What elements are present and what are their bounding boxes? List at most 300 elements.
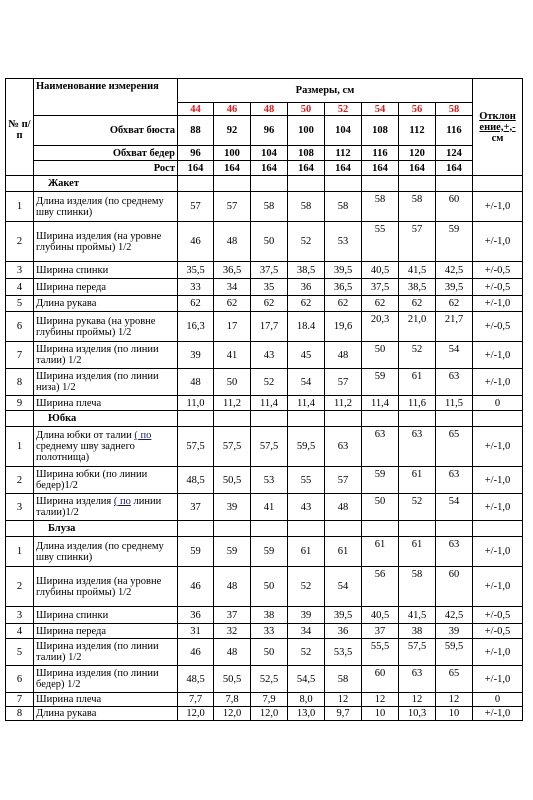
size-value: 52 <box>251 369 288 396</box>
size-value: 63 <box>362 427 399 467</box>
measurement-name: Ширина изделия (на уровне глубины проймы) 1/2 <box>34 567 178 607</box>
measurement-name: Длина изделия (по среднему шву спинки) <box>34 192 178 222</box>
size-value: 12 <box>399 693 436 707</box>
size-value: 41 <box>214 342 251 369</box>
size-chart-table <box>5 78 523 721</box>
size-value: 36 <box>288 279 325 296</box>
measurement-name: Длина рукава <box>34 707 178 721</box>
size-value: 63 <box>399 666 436 693</box>
size-value: 41 <box>251 494 288 521</box>
measurement-name: Ширина изделия (на уровне глубины проймы) 1/2 <box>34 222 178 262</box>
size-value: 50 <box>362 342 399 369</box>
header-height-value: 164 <box>251 161 288 176</box>
size-value: 48 <box>325 494 362 521</box>
size-value: 62 <box>178 296 214 312</box>
size-value: 50 <box>214 369 251 396</box>
row-number: 2 <box>6 467 34 494</box>
tolerance-value: +/-1,0 <box>473 567 523 607</box>
row-number: 2 <box>6 567 34 607</box>
size-value: 40,5 <box>362 262 399 279</box>
measurement-name-part: линии талии)1/2 <box>36 496 162 518</box>
size-value: 37,5 <box>362 279 399 296</box>
size-value: 42,5 <box>436 262 473 279</box>
tolerance-value: +/-0,5 <box>473 624 523 639</box>
tolerance-value: +/-0,5 <box>473 262 523 279</box>
size-value: 57,5 <box>251 427 288 467</box>
size-value: 33 <box>251 624 288 639</box>
tolerance-value: 0 <box>473 396 523 411</box>
section-blank-cell <box>325 521 362 537</box>
size-value: 11,4 <box>288 396 325 411</box>
row-number: 5 <box>6 296 34 312</box>
section-blank-cell <box>214 411 251 427</box>
section-blank-cell <box>288 176 325 192</box>
size-value: 59,5 <box>436 639 473 666</box>
size-value: 50 <box>251 567 288 607</box>
size-value: 31 <box>178 624 214 639</box>
size-value: 62 <box>436 296 473 312</box>
section-title: Юбка <box>34 411 178 427</box>
header-bust-value: 116 <box>436 116 473 146</box>
section-blank-cell <box>362 176 399 192</box>
section-blank-cell <box>325 411 362 427</box>
size-value: 39,5 <box>325 262 362 279</box>
size-value: 59,5 <box>288 427 325 467</box>
size-number: 56 <box>399 103 436 116</box>
tolerance-value: +/-1,0 <box>473 639 523 666</box>
section-number-blank <box>6 521 34 537</box>
tolerance-value: 0 <box>473 693 523 707</box>
size-value: 20,3 <box>362 312 399 342</box>
size-value: 34 <box>214 279 251 296</box>
header-sizes: Размеры, см <box>178 79 473 103</box>
size-value: 21,7 <box>436 312 473 342</box>
table-row <box>6 222 523 262</box>
header-height-value: 164 <box>399 161 436 176</box>
size-value: 10,3 <box>399 707 436 721</box>
size-value: 52 <box>288 567 325 607</box>
measurement-name: Длина рукава <box>34 296 178 312</box>
size-value: 41,5 <box>399 607 436 624</box>
header-bust-value: 100 <box>288 116 325 146</box>
table-row <box>6 342 523 369</box>
size-value: 10 <box>362 707 399 721</box>
size-value: 50 <box>251 222 288 262</box>
size-value: 59 <box>214 537 251 567</box>
header-height-value: 164 <box>362 161 399 176</box>
size-value: 48,5 <box>178 666 214 693</box>
size-value: 12 <box>362 693 399 707</box>
size-value: 61 <box>325 537 362 567</box>
size-value: 37 <box>214 607 251 624</box>
section-blank-cell <box>362 411 399 427</box>
size-value: 58 <box>288 192 325 222</box>
size-value: 32 <box>214 624 251 639</box>
size-value: 48 <box>178 369 214 396</box>
table-row <box>6 279 523 296</box>
size-value: 57 <box>214 192 251 222</box>
header-bust-label: Обхват бюста <box>34 116 178 146</box>
size-value: 60 <box>436 567 473 607</box>
table-row <box>6 666 523 693</box>
size-value: 63 <box>436 467 473 494</box>
size-value: 39 <box>436 624 473 639</box>
size-value: 38,5 <box>288 262 325 279</box>
section-blank-cell <box>325 176 362 192</box>
size-value: 55 <box>362 222 399 262</box>
size-value: 36,5 <box>214 262 251 279</box>
size-value: 41,5 <box>399 262 436 279</box>
row-number: 9 <box>6 396 34 411</box>
size-value: 58 <box>325 192 362 222</box>
size-value: 48 <box>325 342 362 369</box>
size-value: 38 <box>251 607 288 624</box>
table-row <box>6 396 523 411</box>
header-height-value: 164 <box>288 161 325 176</box>
measurement-name: Ширина изделия (по линии талии) 1/2 <box>34 342 178 369</box>
tolerance-value: +/-1,0 <box>473 192 523 222</box>
size-value: 39 <box>288 607 325 624</box>
section-number-blank <box>6 411 34 427</box>
size-value: 58 <box>399 192 436 222</box>
table-row <box>6 427 523 467</box>
tolerance-value: +/-1,0 <box>473 707 523 721</box>
header-number: № п/п <box>6 79 34 176</box>
size-value: 37,5 <box>251 262 288 279</box>
size-value: 58 <box>325 666 362 693</box>
table-row <box>6 707 523 721</box>
tolerance-value: +/-1,0 <box>473 369 523 396</box>
header-tolerance-part: см <box>491 132 504 144</box>
measurement-name-part: среднему шву заднего полотнища) <box>36 441 135 463</box>
section-blank-cell <box>473 176 523 192</box>
measurement-name-part: Длина юбки от талии <box>36 430 132 441</box>
measurement-name: Ширина изделия (по линии низа) 1/2 <box>34 369 178 396</box>
header-height-value: 164 <box>178 161 214 176</box>
size-value: 12,0 <box>214 707 251 721</box>
header-measurement-name: Наименование измерения <box>34 79 178 116</box>
size-value: 36 <box>178 607 214 624</box>
section-blank-cell <box>214 176 251 192</box>
size-value: 17 <box>214 312 251 342</box>
size-value: 11,0 <box>178 396 214 411</box>
size-value: 59 <box>251 537 288 567</box>
size-value: 43 <box>251 342 288 369</box>
size-value: 60 <box>436 192 473 222</box>
size-value: 62 <box>251 296 288 312</box>
header-hips-value: 112 <box>325 146 362 161</box>
tolerance-value: +/-1,0 <box>473 494 523 521</box>
size-value: 37 <box>178 494 214 521</box>
tolerance-value: +/-0,5 <box>473 279 523 296</box>
size-value: 39,5 <box>436 279 473 296</box>
size-value: 11,4 <box>251 396 288 411</box>
size-value: 16,3 <box>178 312 214 342</box>
size-value: 8,0 <box>288 693 325 707</box>
size-value: 55,5 <box>362 639 399 666</box>
table-row <box>6 192 523 222</box>
measurement-name: Ширина спинки <box>34 262 178 279</box>
size-value: 52 <box>399 494 436 521</box>
tolerance-value: +/-1,0 <box>473 467 523 494</box>
measurement-name <box>34 494 178 521</box>
size-value: 7,9 <box>251 693 288 707</box>
header-hips-label: Обхват бедер <box>34 146 178 161</box>
size-value: 53,5 <box>325 639 362 666</box>
row-number: 3 <box>6 607 34 624</box>
section-blank-cell <box>251 176 288 192</box>
measurement-name: Ширина юбки (по линии бедер)1/2 <box>34 467 178 494</box>
header-height-value: 164 <box>214 161 251 176</box>
header-tolerance-part: ение,+,- <box>479 121 516 133</box>
measurement-name: Длина изделия (по среднему шву спинки) <box>34 537 178 567</box>
table-row <box>6 607 523 624</box>
size-value: 58 <box>399 567 436 607</box>
size-value: 19,6 <box>325 312 362 342</box>
size-value: 62 <box>214 296 251 312</box>
section-blank-cell <box>178 411 214 427</box>
size-value: 61 <box>288 537 325 567</box>
header-tolerance <box>473 79 523 176</box>
size-value: 11,2 <box>214 396 251 411</box>
size-value: 65 <box>436 427 473 467</box>
header-hips-value: 108 <box>288 146 325 161</box>
measurement-name <box>34 427 178 467</box>
size-chart-sheet <box>5 78 523 721</box>
size-value: 63 <box>399 427 436 467</box>
size-value: 53 <box>251 467 288 494</box>
row-number: 3 <box>6 262 34 279</box>
size-value: 57 <box>178 192 214 222</box>
size-value: 57 <box>325 369 362 396</box>
row-number: 6 <box>6 666 34 693</box>
size-value: 59 <box>362 467 399 494</box>
section-blank-cell <box>251 521 288 537</box>
tolerance-value: +/-1,0 <box>473 342 523 369</box>
measurement-name: Ширина рукава (на уровне глубины проймы) 1/2 <box>34 312 178 342</box>
size-value: 50,5 <box>214 666 251 693</box>
size-value: 61 <box>362 537 399 567</box>
size-value: 12 <box>325 693 362 707</box>
size-value: 62 <box>362 296 399 312</box>
size-value: 11,2 <box>325 396 362 411</box>
size-value: 46 <box>178 567 214 607</box>
size-value: 54 <box>325 567 362 607</box>
size-value: 58 <box>362 192 399 222</box>
size-number: 48 <box>251 103 288 116</box>
table-row <box>6 537 523 567</box>
size-value: 62 <box>399 296 436 312</box>
size-value: 11,6 <box>399 396 436 411</box>
size-value: 50 <box>362 494 399 521</box>
tolerance-value: +/-1,0 <box>473 222 523 262</box>
size-value: 40,5 <box>362 607 399 624</box>
size-value: 56 <box>362 567 399 607</box>
size-value: 21,0 <box>399 312 436 342</box>
size-value: 52 <box>288 639 325 666</box>
row-number: 6 <box>6 312 34 342</box>
size-value: 52,5 <box>251 666 288 693</box>
size-value: 65 <box>436 666 473 693</box>
measurement-name-link: ( по <box>113 496 131 507</box>
size-value: 50 <box>251 639 288 666</box>
table-row <box>6 693 523 707</box>
size-value: 9,7 <box>325 707 362 721</box>
row-number: 7 <box>6 693 34 707</box>
size-value: 52 <box>288 222 325 262</box>
measurement-name: Ширина плеча <box>34 693 178 707</box>
row-number: 1 <box>6 427 34 467</box>
size-value: 50,5 <box>214 467 251 494</box>
row-number: 8 <box>6 707 34 721</box>
table-row <box>6 494 523 521</box>
section-blank-cell <box>473 411 523 427</box>
size-value: 13,0 <box>288 707 325 721</box>
size-number: 50 <box>288 103 325 116</box>
table-row <box>6 639 523 666</box>
size-value: 53 <box>325 222 362 262</box>
size-value: 54 <box>288 369 325 396</box>
tolerance-value: +/-0,5 <box>473 312 523 342</box>
size-value: 59 <box>362 369 399 396</box>
table-row <box>6 467 523 494</box>
size-value: 43 <box>288 494 325 521</box>
header-hips-value: 100 <box>214 146 251 161</box>
header-height-label: Рост <box>34 161 178 176</box>
row-number: 1 <box>6 192 34 222</box>
size-value: 12,0 <box>251 707 288 721</box>
section-title: Блуза <box>34 521 178 537</box>
table-row <box>6 369 523 396</box>
table-row <box>6 296 523 312</box>
size-value: 36 <box>325 624 362 639</box>
header-hips-value: 116 <box>362 146 399 161</box>
size-value: 45 <box>288 342 325 369</box>
row-number: 3 <box>6 494 34 521</box>
size-value: 39,5 <box>325 607 362 624</box>
size-value: 11,4 <box>362 396 399 411</box>
header-hips-value: 104 <box>251 146 288 161</box>
row-number: 7 <box>6 342 34 369</box>
row-number: 4 <box>6 624 34 639</box>
header-bust-value: 108 <box>362 116 399 146</box>
size-value: 55 <box>288 467 325 494</box>
row-number: 5 <box>6 639 34 666</box>
size-number: 58 <box>436 103 473 116</box>
measurement-name: Ширина переда <box>34 279 178 296</box>
size-value: 54 <box>436 494 473 521</box>
section-blank-cell <box>436 176 473 192</box>
size-number: 54 <box>362 103 399 116</box>
header-height-value: 164 <box>436 161 473 176</box>
size-number: 44 <box>178 103 214 116</box>
section-blank-cell <box>251 411 288 427</box>
tolerance-value: +/-1,0 <box>473 666 523 693</box>
size-value: 7,8 <box>214 693 251 707</box>
header-hips-value: 96 <box>178 146 214 161</box>
table-row <box>6 567 523 607</box>
header-bust-value: 92 <box>214 116 251 146</box>
header-bust-value: 104 <box>325 116 362 146</box>
header-bust-value: 96 <box>251 116 288 146</box>
size-value: 61 <box>399 467 436 494</box>
tolerance-value: +/-1,0 <box>473 427 523 467</box>
size-value: 62 <box>325 296 362 312</box>
header-height-value: 164 <box>325 161 362 176</box>
size-value: 57,5 <box>399 639 436 666</box>
section-blank-cell <box>473 521 523 537</box>
size-value: 59 <box>178 537 214 567</box>
size-value: 35 <box>251 279 288 296</box>
section-blank-cell <box>178 176 214 192</box>
size-value: 57,5 <box>214 427 251 467</box>
section-blank-cell <box>399 176 436 192</box>
row-number: 8 <box>6 369 34 396</box>
size-value: 48 <box>214 639 251 666</box>
section-blank-cell <box>436 521 473 537</box>
size-value: 63 <box>436 369 473 396</box>
header-hips-value: 124 <box>436 146 473 161</box>
size-value: 10 <box>436 707 473 721</box>
size-value: 35,5 <box>178 262 214 279</box>
size-value: 54 <box>436 342 473 369</box>
table-row <box>6 624 523 639</box>
table-row <box>6 312 523 342</box>
size-value: 12,0 <box>178 707 214 721</box>
size-value: 57 <box>325 467 362 494</box>
size-value: 17,7 <box>251 312 288 342</box>
size-value: 38,5 <box>399 279 436 296</box>
size-value: 11,5 <box>436 396 473 411</box>
size-value: 61 <box>399 369 436 396</box>
size-value: 54,5 <box>288 666 325 693</box>
size-value: 60 <box>362 666 399 693</box>
measurement-name: Ширина плеча <box>34 396 178 411</box>
size-value: 48 <box>214 567 251 607</box>
size-value: 57 <box>399 222 436 262</box>
size-value: 34 <box>288 624 325 639</box>
header-hips-value: 120 <box>399 146 436 161</box>
measurement-name-part: Ширина изделия <box>36 496 112 507</box>
header-tolerance-part: Отклон <box>479 110 516 122</box>
size-number: 52 <box>325 103 362 116</box>
section-blank-cell <box>288 521 325 537</box>
section-title: Жакет <box>34 176 178 192</box>
row-number: 4 <box>6 279 34 296</box>
section-number-blank <box>6 176 34 192</box>
row-number: 1 <box>6 537 34 567</box>
size-value: 48 <box>214 222 251 262</box>
row-number: 2 <box>6 222 34 262</box>
section-blank-cell <box>399 411 436 427</box>
header-bust-value: 112 <box>399 116 436 146</box>
section-blank-cell <box>288 411 325 427</box>
size-value: 48,5 <box>178 467 214 494</box>
size-value: 57,5 <box>178 427 214 467</box>
size-value: 58 <box>251 192 288 222</box>
measurement-name: Ширина изделия (по линии талии) 1/2 <box>34 639 178 666</box>
size-value: 18.4 <box>288 312 325 342</box>
section-blank-cell <box>436 411 473 427</box>
size-value: 38 <box>399 624 436 639</box>
size-value: 36,5 <box>325 279 362 296</box>
measurement-name: Ширина изделия (по линии бедер) 1/2 <box>34 666 178 693</box>
section-blank-cell <box>399 521 436 537</box>
size-value: 46 <box>178 222 214 262</box>
size-number: 46 <box>214 103 251 116</box>
section-blank-cell <box>214 521 251 537</box>
size-value: 59 <box>436 222 473 262</box>
